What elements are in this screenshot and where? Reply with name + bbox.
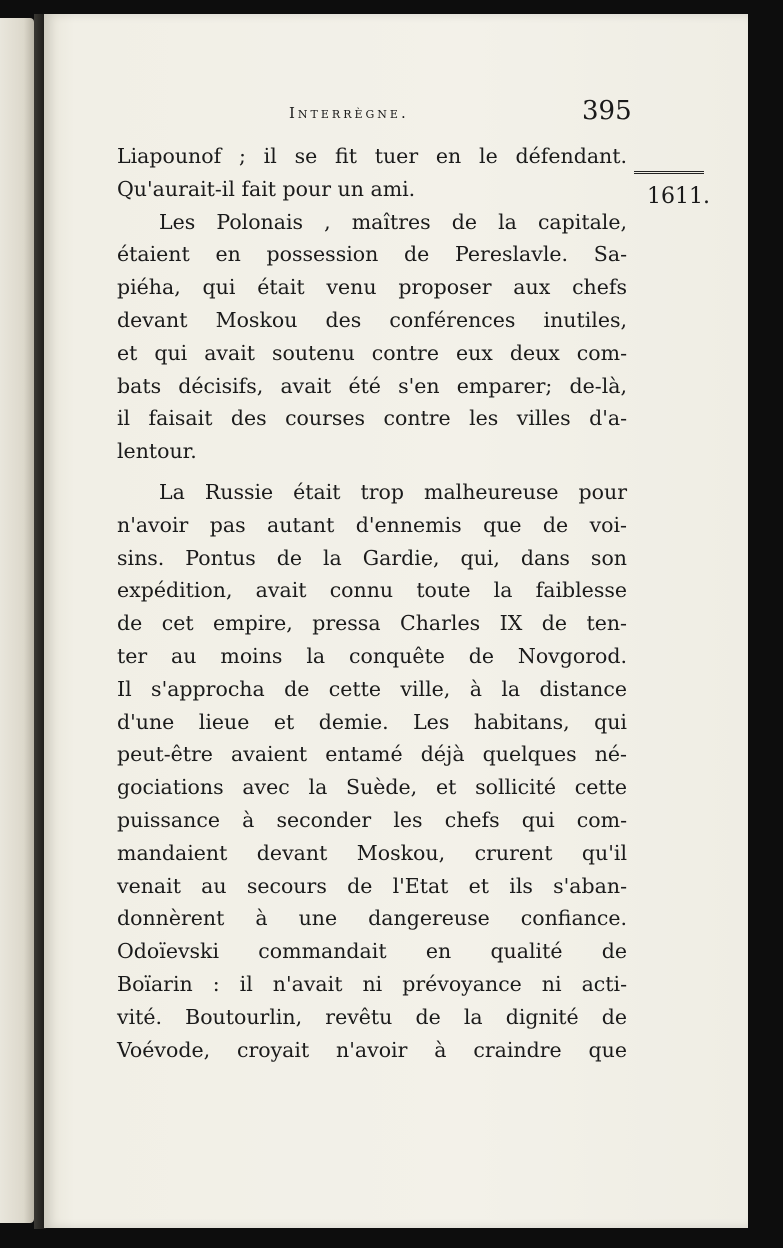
- running-title: Interrègne.: [289, 104, 409, 122]
- margin-year: 1611.: [647, 184, 710, 209]
- text-line: Liapounof ; il se fit tuer en le défendant.: [117, 144, 627, 168]
- text-line: sins. Pontus de la Gardie, qui, dans son: [117, 545, 627, 570]
- text-line: Voévode, croyait n'avoir à craindre que: [117, 1037, 627, 1062]
- text-line: Les Polonais , maîtres de la capitale,: [159, 209, 627, 234]
- margin-double-rule: [634, 171, 704, 176]
- page-number: 395: [582, 96, 632, 126]
- body-text: [117, 140, 627, 1066]
- text-line: Odoïevski commandait en qualité de: [117, 939, 627, 964]
- text-line: n'avoir pas autant d'ennemis que de voi-: [117, 512, 627, 537]
- text-line: bats décisifs, avait été s'en emparer; de-là,: [117, 373, 627, 398]
- paragraph-gap: [117, 468, 627, 476]
- text-line: de cet empire, pressa Charles IX de ten-: [117, 611, 627, 636]
- text-line: gociations avec la Suède, et sollicité cette: [117, 775, 627, 800]
- text-line: piéha, qui était venu proposer aux chefs: [117, 275, 627, 300]
- text-line: devant Moskou des conférences inutiles,: [117, 307, 627, 332]
- text-line: il faisait des courses contre les villes d'a-: [117, 406, 627, 431]
- text-line: vité. Boutourlin, revêtu de la dignité de: [117, 1004, 627, 1029]
- facing-page-edge: [0, 18, 34, 1223]
- text-line: ter au moins la conquête de Novgorod.: [117, 643, 627, 668]
- text-line: étaient en possession de Pereslavle. Sa-: [117, 242, 627, 267]
- text-line: venait au secours de l'Etat et ils s'aban-: [117, 873, 627, 898]
- book-page: [44, 14, 748, 1228]
- text-line: La Russie était trop malheureuse pour: [159, 479, 627, 504]
- text-line: Boïarin : il n'avait ni prévoyance ni acti-: [117, 971, 627, 996]
- text-line: Qu'aurait-il fait pour un ami.: [117, 176, 416, 201]
- text-line: expédition, avait connu toute la faiblesse: [117, 578, 627, 603]
- text-line: peut-être avaient entamé déjà quelques né-: [117, 742, 627, 767]
- text-line: puissance à seconder les chefs qui com-: [117, 807, 627, 832]
- text-line: et qui avait soutenu contre eux deux com-: [117, 340, 627, 365]
- text-line: lentour.: [117, 439, 197, 464]
- text-line: donnèrent à une dangereuse confiance.: [117, 906, 627, 931]
- text-line: d'une lieue et demie. Les habitans, qui: [117, 709, 627, 734]
- text-line: mandaient devant Moskou, crurent qu'il: [117, 840, 627, 865]
- text-line: Il s'approcha de cette ville, à la distance: [117, 676, 627, 701]
